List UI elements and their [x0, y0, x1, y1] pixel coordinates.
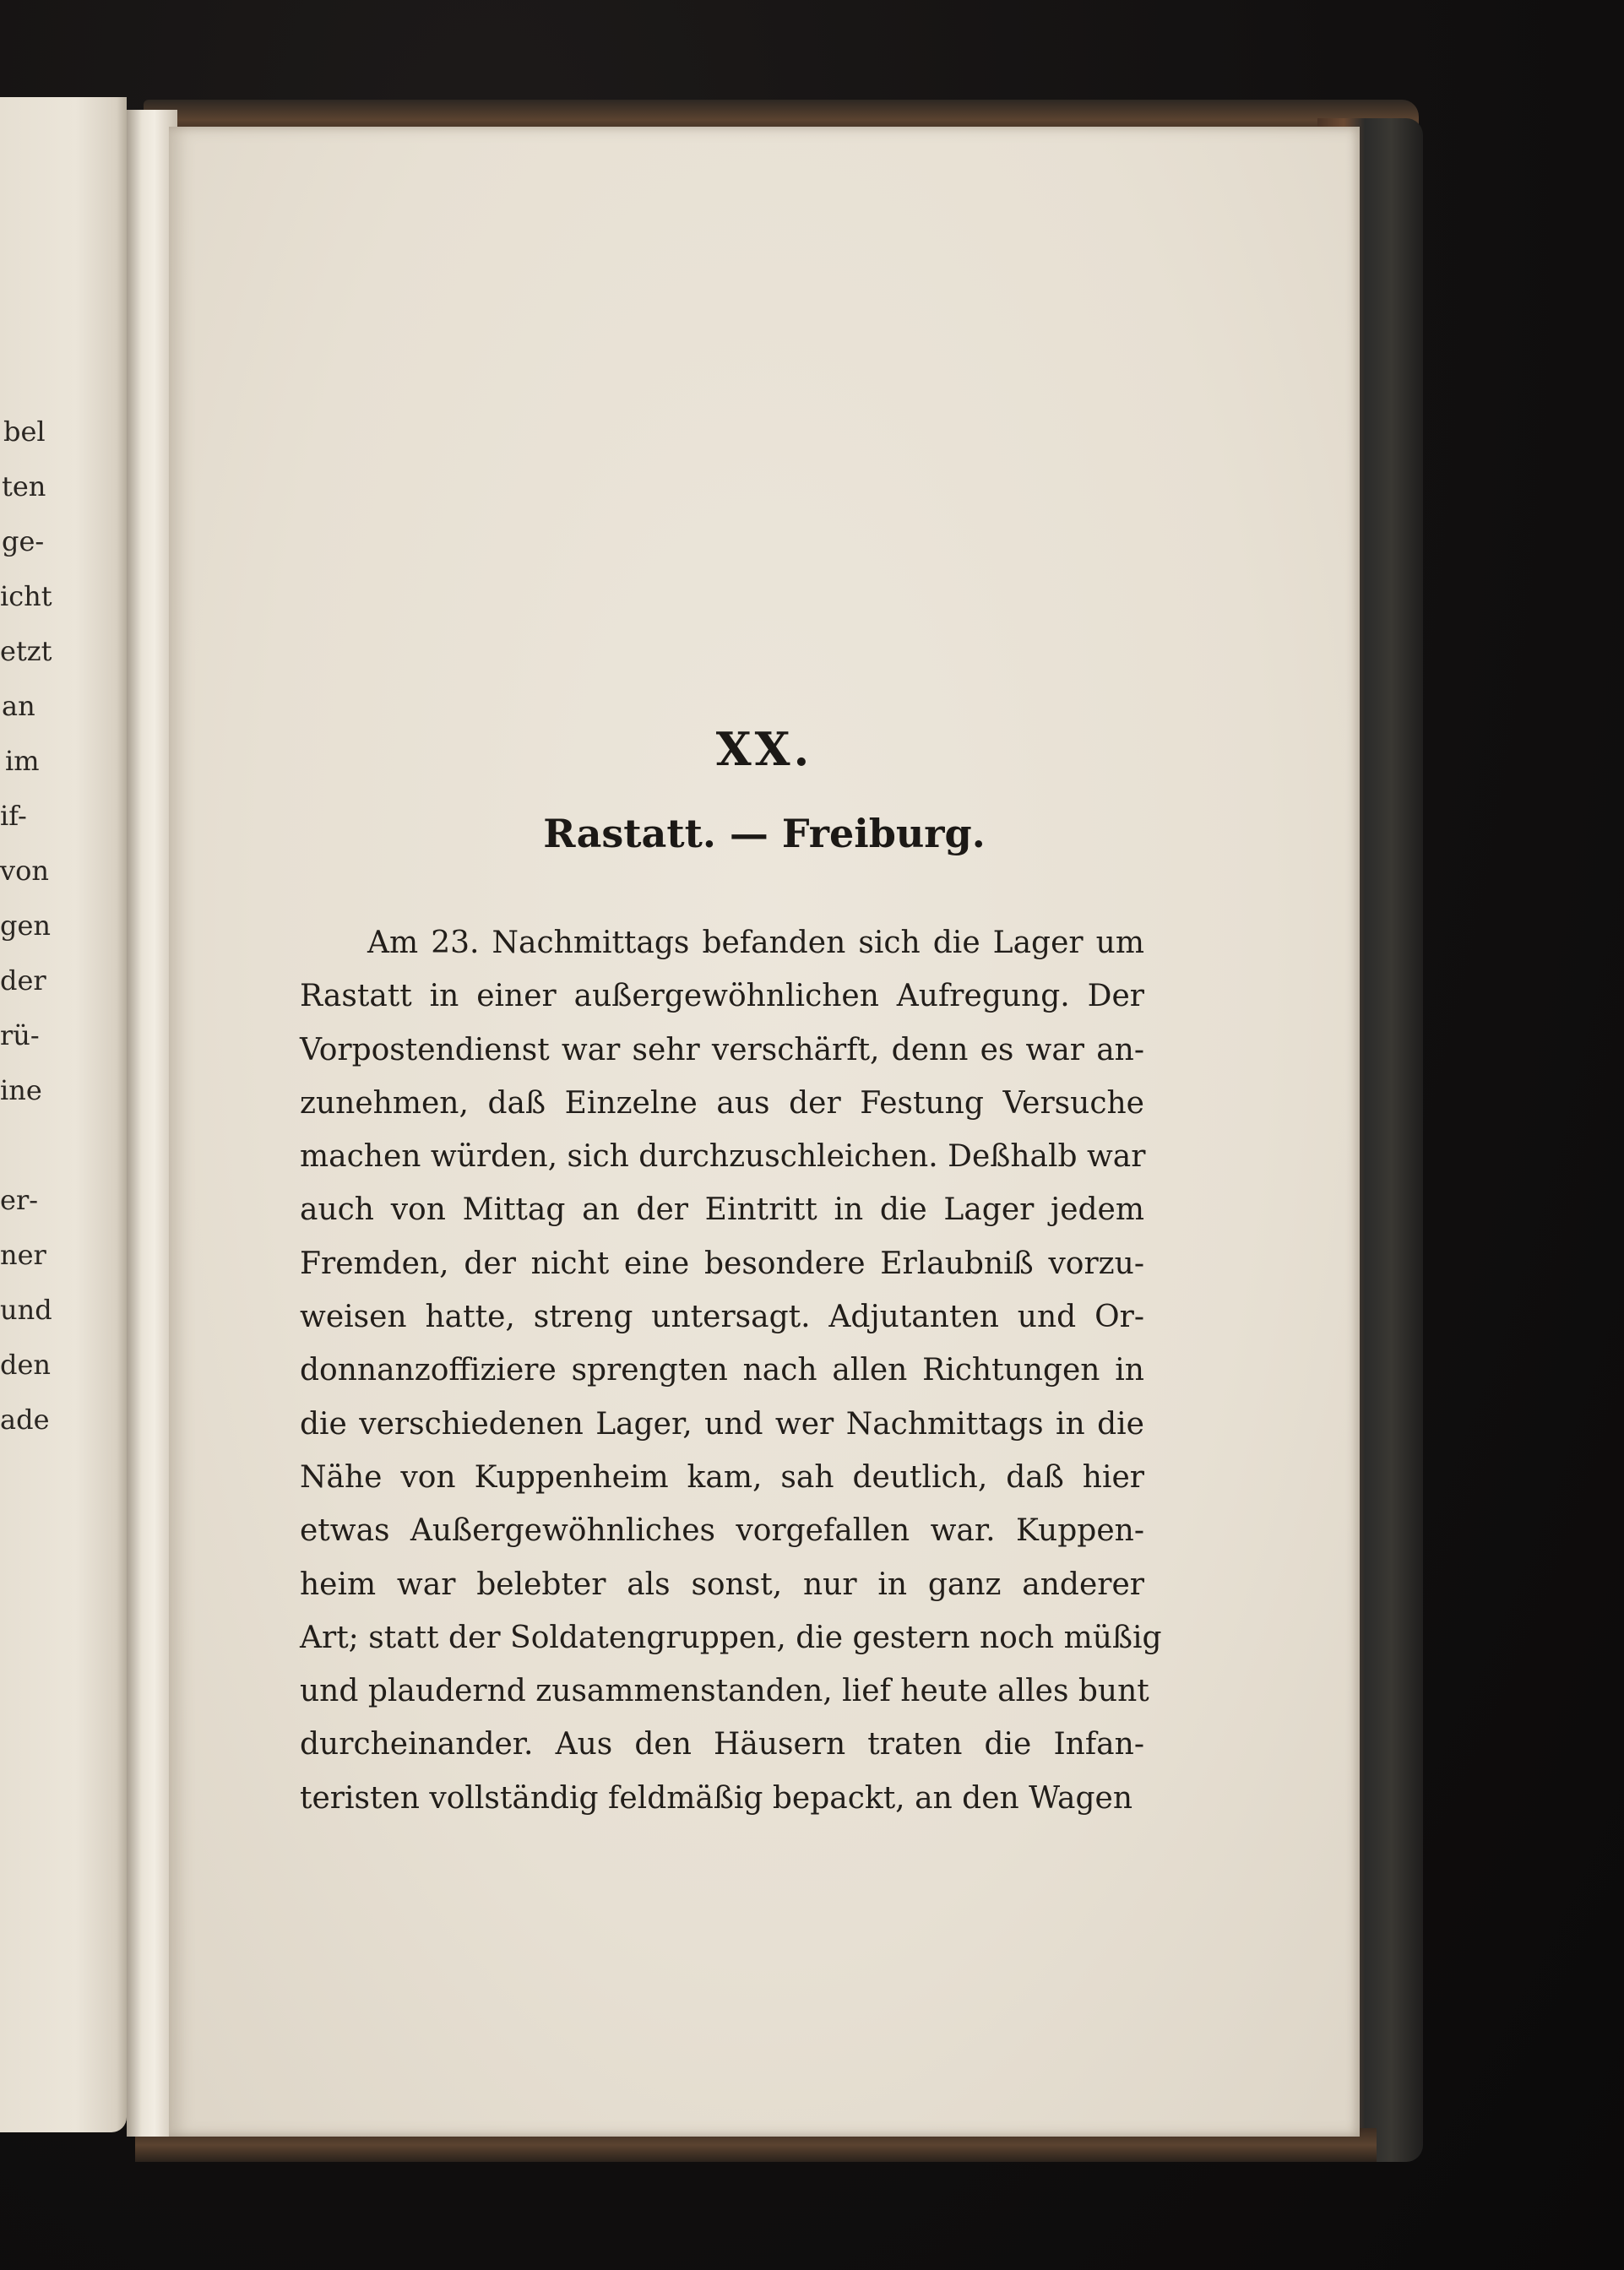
- text-line: zunehmen, daß Einzelne aus der Festung Versuche: [300, 1085, 1144, 1121]
- left-page-fragment: gen: [0, 910, 52, 942]
- left-page-fragment: ten: [2, 470, 46, 502]
- left-page-fragment: if-: [0, 800, 27, 832]
- chapter-number: XX.: [715, 722, 813, 776]
- text-line: teristen vollständig feldmäßig bepackt, an den Wagen: [300, 1780, 1133, 1816]
- left-page-fragment: bel: [3, 415, 46, 448]
- text-line: machen würden, sich durchzuschleichen. Deßhalb war: [300, 1139, 1146, 1175]
- book-page: [169, 127, 1360, 2137]
- left-page-fragment: im: [5, 745, 40, 777]
- text-line: Fremden, der nicht eine besondere Erlaubniß vorzu-: [300, 1246, 1144, 1281]
- left-facing-page: [0, 97, 127, 2132]
- left-page-fragment: ge-: [2, 525, 45, 557]
- text-line: die verschiedenen Lager, und wer Nachmittags in die: [300, 1406, 1144, 1442]
- left-page-fragment: ade: [0, 1404, 50, 1436]
- left-page-fragment: den: [0, 1349, 52, 1381]
- left-page-fragment: er-: [0, 1184, 39, 1216]
- text-line: Am 23. Nachmittags befanden sich die Lager um: [367, 926, 1144, 960]
- chapter-title: Rastatt. — Freiburg.: [543, 811, 986, 856]
- text-line: auch von Mittag an der Eintritt in die Lager jedem: [300, 1192, 1144, 1228]
- text-line: Vorpostendienst war sehr verschärft, denn es war an-: [300, 1032, 1144, 1067]
- left-page-fragment: ine: [0, 1074, 42, 1106]
- text-line: durcheinander. Aus den Häusern traten die Infan-: [300, 1727, 1144, 1762]
- text-line: Nähe von Kuppenheim kam, sah deutlich, daß hier: [300, 1459, 1144, 1495]
- left-page-fragment: und: [0, 1294, 52, 1326]
- left-page-fragment: an: [2, 690, 35, 722]
- left-page-fragment: der: [0, 964, 46, 997]
- left-page-fragment: icht: [0, 580, 52, 612]
- left-page-fragment: rü-: [0, 1019, 40, 1051]
- text-line: Rastatt in einer außergewöhnlichen Aufregung. Der: [300, 979, 1144, 1014]
- left-page-fragment: etzt: [0, 635, 52, 667]
- text-line: heim war belebter als sonst, nur in ganz anderer: [300, 1567, 1144, 1602]
- left-page-fragment: ner: [0, 1239, 46, 1271]
- text-line: weisen hatte, streng untersagt. Adjutanten und Or-: [300, 1300, 1144, 1335]
- body-text: [300, 916, 1162, 1825]
- text-line: Art; statt der Soldatengruppen, die gestern noch müßig: [300, 1620, 1162, 1655]
- text-line: und plaudernd zusammenstanden, lief heute alles bunt: [300, 1674, 1149, 1709]
- text-line: donnanzoffiziere sprengten nach allen Richtungen in: [300, 1353, 1144, 1388]
- left-page-fragment: von: [0, 855, 49, 887]
- text-line: etwas Außergewöhnliches vorgefallen war. Kuppen-: [300, 1513, 1144, 1549]
